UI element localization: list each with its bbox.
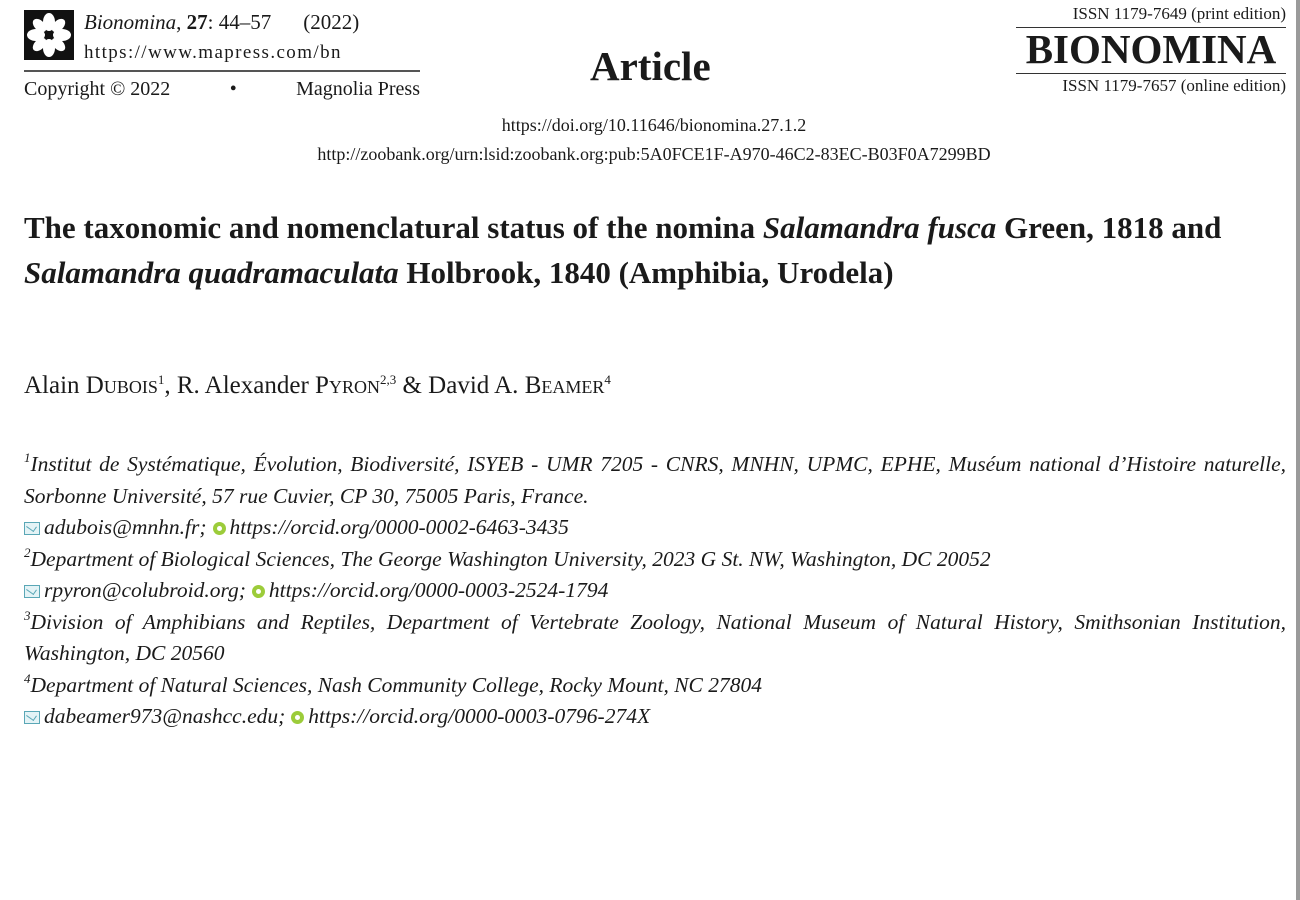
affiliation-2: $^2$Department of Biological Sciences, The George Washington University, 2023 G St. NW, Washington, DC 20052 [24, 544, 991, 571]
email-icon [24, 522, 40, 535]
affiliation-3: $^3$Division of Amphibians and Reptiles, Department of Vertebrate Zoology, National Museum of Natural History, Smithsonian Institution, Washington, DC 20560 [24, 607, 1286, 665]
contact-line-4 [24, 701, 1286, 733]
issn-rule-bottom [1016, 73, 1286, 74]
affiliation-marker: 2,3 [379, 372, 397, 387]
orcid-icon [252, 585, 265, 598]
email-link[interactable]: rpyron@colubroid.org; [44, 578, 246, 602]
orcid-link[interactable]: https://orcid.org/0000-0003-2524-1794 [268, 578, 609, 602]
affiliation-4: $^4$Department of Natural Sciences, Nash Community College, Rocky Mount, NC 27804 [24, 670, 763, 697]
issn-online: ISSN 1179-7657 (online edition) [1062, 76, 1286, 95]
zoobank-link[interactable]: http://zoobank.org/urn:lsid:zoobank.org:pub:5A0FCE1F-A970-46C2-83EC-B03F0A7299BD [317, 144, 991, 164]
journal-title-caps: BIONOMINA [1025, 26, 1277, 72]
orcid-link[interactable]: https://orcid.org/0000-0002-6463-3435 [229, 515, 569, 539]
orcid-icon [291, 711, 304, 724]
author-surname: Dubois [85, 372, 158, 399]
affiliations [24, 449, 1286, 733]
header-divider [24, 70, 420, 72]
article-title: The taxonomic and nomenclatural status of the nomina Salamandra fusca Green, 1818 and Salamandra quadramaculata Holbrook, 1840 (Amphibia, Urodela) [24, 210, 1222, 290]
email-link[interactable]: dabeamer973@nashcc.edu; [44, 704, 286, 728]
citation-line: Bionomina, 27: 44–57 (2022) [84, 10, 360, 34]
taxon-name: Salamandra fusca [762, 210, 997, 245]
affiliation-marker: 1 [157, 372, 165, 387]
author-list: Alain Dubois$^1$, R. Alexander Pyron$^{2,3}$ & David A. Beamer$^4$ [24, 372, 611, 399]
orcid-icon [213, 522, 226, 535]
volume-number: 27 [186, 10, 208, 34]
publication-year: (2022) [303, 10, 360, 34]
email-link[interactable]: adubois@mnhn.fr; [44, 515, 207, 539]
flower-logo-icon [24, 10, 74, 60]
issn-block [1016, 4, 1286, 96]
taxon-name: Salamandra quadramaculata [24, 255, 399, 290]
doi-link[interactable]: https://doi.org/10.11646/bionomina.27.1.2 [501, 115, 807, 135]
email-icon [24, 585, 40, 598]
affiliation-marker: 4 [604, 372, 611, 387]
email-icon [24, 711, 40, 724]
publisher-name: Magnolia Press [296, 78, 420, 100]
article-type-label: Article [590, 43, 711, 89]
orcid-link[interactable]: https://orcid.org/0000-0003-0796-274X [308, 704, 651, 728]
contact-line-1 [24, 512, 1286, 544]
page-range: : 44–57 [207, 10, 272, 34]
author-surname: Pyron [315, 372, 380, 399]
separator-bullet: • [229, 78, 237, 100]
journal-url[interactable]: https://www.mapress.com/bn [84, 42, 342, 63]
journal-name: Bionomina [84, 10, 177, 34]
affiliation-1: $^1$Institut de Systématique, Évolution, Biodiversité, ISYEB - UMR 7205 - CNRS, MNHN, UPMC, EPHE, Muséum national d’Histoire naturelle, Sorbonne Université, 57 rue Cuvier, CP 30, 75005 Paris, France. [24, 450, 1286, 508]
issn-print: ISSN 1179-7649 (print edition) [1072, 4, 1286, 23]
contact-line-2 [24, 575, 1286, 607]
copyright-line [24, 78, 420, 101]
author-surname: Beamer [524, 372, 605, 399]
copyright-text: Copyright © 2022 [24, 78, 171, 100]
